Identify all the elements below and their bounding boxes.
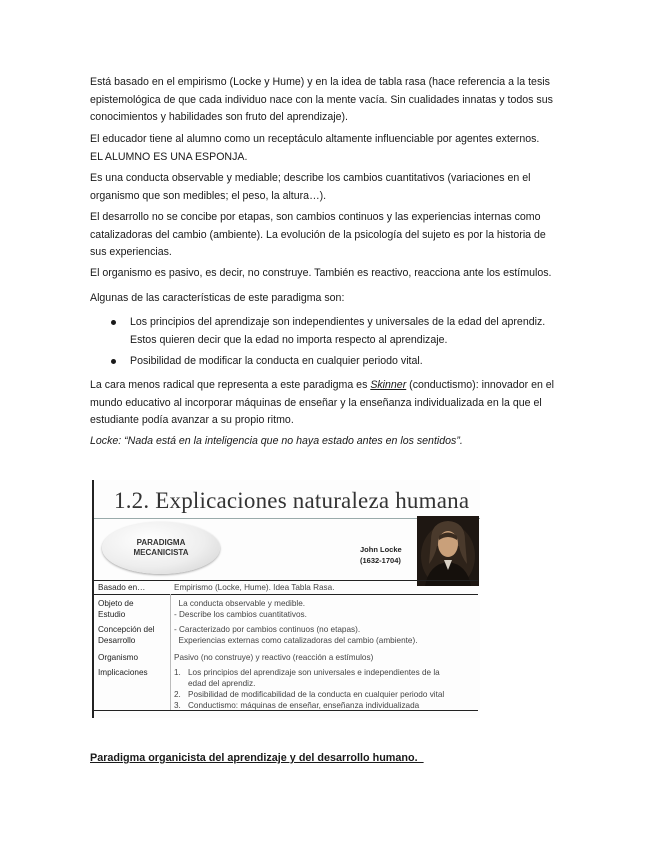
text-line: organismo que son medibles; el peso, la altura…). <box>90 189 327 202</box>
label-line: Desarrollo <box>98 636 136 645</box>
text-line: catalizadoras del cambio (ambiente). La evolución de la psicología del sujeto es por la historia de <box>90 228 546 241</box>
value-line: - Caracterizado por cambios continuos (no etapas). <box>174 625 361 634</box>
text-line: conocimientos y habilidades son fruto del aprendizaje). <box>90 111 348 123</box>
skinner-link[interactable]: Skinner <box>370 379 407 391</box>
section-heading: Paradigma organicista del aprendizaje y del desarrollo humano. <box>90 752 424 764</box>
text-line: estudiante podía avanzar a su propio ritmo. <box>90 414 294 426</box>
slide-border <box>92 480 94 718</box>
table-value <box>174 598 474 620</box>
oval-label: PARADIGMA <box>136 538 186 547</box>
oval-label: MECANICISTA <box>133 548 189 557</box>
table-label: Implicaciones <box>98 668 148 677</box>
portrait-name: John Locke <box>360 545 402 554</box>
text-line: El organismo es pasivo, es decir, no construye. También es reactivo, reacciona ante los estímulos. <box>90 267 552 279</box>
table-label <box>98 624 170 646</box>
table-label: Basado en… <box>98 583 146 592</box>
text-line: Los principios del aprendizaje son independientes y universales de la edad del aprendiz. <box>130 316 546 328</box>
text-line: Locke: “Nada está en la inteligencia que no haya estado antes en los sentidos”. <box>90 435 463 447</box>
paragraph-caracteristicas <box>90 290 570 308</box>
item-text: Conductismo: máquinas de enseñar, enseñanza individualizada <box>188 701 420 710</box>
locke-quote <box>90 433 570 451</box>
label-line: Concepción del <box>98 625 155 634</box>
item-number: 3. <box>174 701 181 710</box>
table-value: Empirismo (Locke, Hume). Idea Tabla Rasa. <box>174 583 335 592</box>
bullet-item <box>90 314 570 350</box>
portrait-years: (1632-1704) <box>360 556 401 565</box>
text-line: La cara menos radical que representa a este paradigma es <box>90 379 371 391</box>
bullet-icon <box>111 359 116 364</box>
bullet-item <box>90 353 570 371</box>
text-line: Algunas de las características de este paradigma son: <box>90 292 345 304</box>
paragraph-organismo <box>90 265 570 283</box>
list-item <box>174 689 474 700</box>
table-value: Pasivo (no construye) y reactivo (reacción a estímulos) <box>174 653 374 662</box>
table-value <box>174 667 474 711</box>
value-line: La conducta observable y medible. <box>174 599 306 608</box>
item-text: Los principios del aprendizaje son universales e independientes de la <box>188 668 440 677</box>
portrait-caption <box>360 544 402 566</box>
text-line: Estos quieren decir que la edad no importa respecto al aprendizaje. <box>130 333 448 346</box>
text-line: (conductismo): innovador en el <box>406 379 555 391</box>
table-column-divider <box>170 594 171 710</box>
paradigma-oval <box>102 522 220 574</box>
item-number: 2. <box>174 690 181 699</box>
paragraph-desarrollo <box>90 209 570 262</box>
label-line: Estudio <box>98 610 126 619</box>
table-label <box>98 598 170 620</box>
table-value <box>174 624 474 646</box>
slide-image <box>92 480 480 718</box>
label-line: Objeto de <box>98 599 134 608</box>
text-line: sus experiencias. <box>90 246 172 258</box>
item-text: Posibilidad de modificabilidad de la conducta en cualquier periodo vital <box>188 690 445 699</box>
paragraph-educador <box>90 131 570 166</box>
list-item <box>174 700 474 711</box>
list-item-continuation: edad del aprendiz. <box>188 679 256 688</box>
bullet-text <box>130 353 570 371</box>
text-line: EL ALUMNO ES UNA ESPONJA. <box>90 150 248 163</box>
table-rule <box>94 580 478 581</box>
text-line: Está basado en el empirismo (Locke y Hume) y en la idea de tabla rasa (hace referencia a la tesis <box>90 76 550 88</box>
list-item <box>174 667 474 678</box>
text-line: Posibilidad de modificar la conducta en cualquier periodo vital. <box>130 355 423 367</box>
value-line: - Describe los cambios cuantitativos. <box>174 610 307 619</box>
paragraph-empirismo <box>90 74 570 127</box>
table-rule <box>94 594 478 595</box>
table-label: Organismo <box>98 653 139 662</box>
text-line: Es una conducta observable y mediable; describe los cambios cuantitativos (variaciones en el <box>90 172 531 184</box>
bullet-icon <box>111 320 116 325</box>
slide-title: 1.2. Explicaciones naturaleza humana <box>114 488 470 513</box>
item-number: 1. <box>174 668 181 677</box>
text-line: El desarrollo no se concibe por etapas, son cambios continuos y las experiencias internas como <box>90 211 541 223</box>
text-line: mundo educativo al incorporar máquinas de enseñar y la enseñanza individualizada en la que el <box>90 396 542 409</box>
john-locke-portrait-icon <box>417 516 479 586</box>
text-line: epistemológica de que cada individuo nace con la mente vacía. Sin cualidades innatas y todos sus <box>90 93 553 106</box>
paragraph-conducta <box>90 170 570 205</box>
paragraph-skinner <box>90 377 570 430</box>
value-line: Experiencias externas como catalizadoras del cambio (ambiente). <box>174 636 418 645</box>
bullet-text <box>130 314 570 349</box>
text-line: El educador tiene al alumno como un receptáculo altamente influenciable por agentes externos. <box>90 133 540 145</box>
